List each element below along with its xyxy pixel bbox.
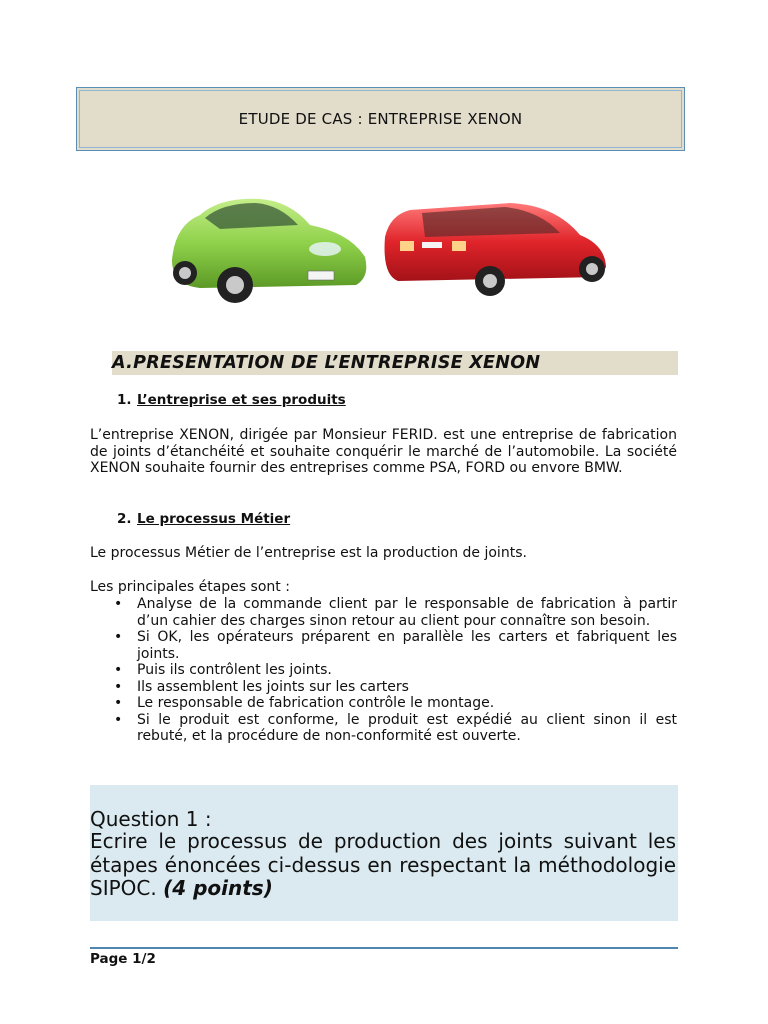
paragraph-processus: Le processus Métier de l’entreprise est la production de joints. [90, 545, 527, 561]
steps-list [110, 596, 677, 745]
subheading-2 [117, 511, 290, 527]
list-item-text: Le responsable de fabrication contrôle le montage. [137, 695, 495, 711]
red-car [385, 203, 606, 296]
section-a-heading-bar [112, 351, 678, 375]
list-item-text: Analyse de la commande client par le responsable de fabrication à partir d’un cahier des charges sinon retour au client pour connaître son besoin. [137, 596, 677, 629]
list-item-text: Puis ils contrôlent les joints. [137, 662, 332, 678]
list-item [110, 712, 677, 745]
subheading-1-number: 1. [117, 392, 132, 408]
cars-illustration [160, 185, 615, 315]
list-item [110, 629, 677, 662]
subheading-1-label: L’entreprise et ses produits [137, 392, 346, 408]
list-item [110, 695, 677, 712]
question-text: Ecrire le processus de production des joints suivant les étapes énoncées ci-dessus en respectant la méthodologie SIPOC. [90, 829, 676, 900]
paragraph-etapes-intro: Les principales étapes sont : [90, 579, 290, 595]
list-item [110, 679, 677, 696]
question-points: (4 points) [163, 876, 273, 900]
bullet-icon: • [114, 711, 123, 728]
list-item-text: Ils assemblent les joints sur les carters [137, 678, 409, 695]
title-box [76, 87, 685, 151]
bullet-icon: • [114, 662, 123, 678]
subheading-1 [117, 392, 346, 408]
question-title: Question 1 : [90, 807, 212, 831]
list-item-text: Si OK, les opérateurs préparent en parallèle les carters et fabriquent les joints. [137, 629, 677, 662]
subheading-2-number: 2. [117, 511, 132, 527]
page-number: Page 1/2 [90, 951, 156, 967]
page-title: ETUDE DE CAS : ENTREPRISE XENON [238, 110, 523, 128]
bullet-icon: • [114, 596, 123, 612]
list-item [110, 596, 677, 629]
list-item [110, 662, 677, 679]
question-text-block [90, 830, 676, 901]
bullet-icon: • [114, 678, 123, 695]
question-box [90, 785, 678, 921]
subheading-2-label: Le processus Métier [137, 511, 291, 527]
bullet-icon: • [114, 695, 123, 711]
green-car [172, 199, 366, 303]
footer-rule [90, 947, 678, 949]
paragraph-entreprise: L’entreprise XENON, dirigée par Monsieur FERID. est une entreprise de fabrication de joints d’étanchéité et souhaite conquérir le marché de l’automobile. La société XENON souhaite fournir des entreprises comme PSA, FORD ou envore BMW. [90, 427, 677, 476]
section-a-heading: A.PRESENTATION DE L’ENTREPRISE XENON [112, 353, 541, 373]
bullet-icon: • [114, 629, 123, 645]
list-item-text: Si le produit est conforme, le produit est expédié au client sinon il est rebuté, et la procédure de non-conformité est ouverte. [137, 711, 677, 744]
